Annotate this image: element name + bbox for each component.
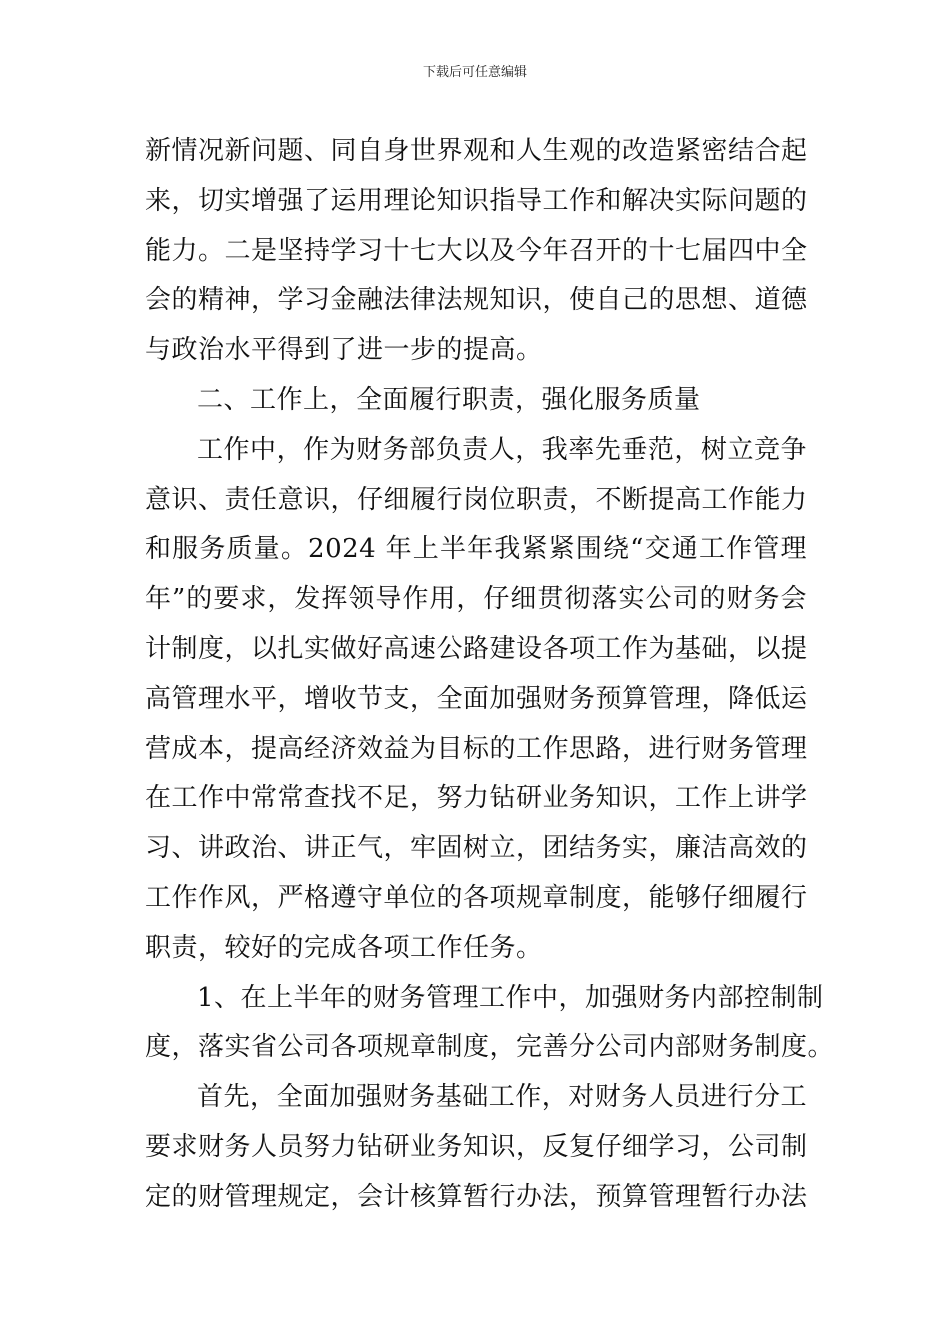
text-line: 度，落实省公司各项规章制度，完善分公司内部财务制度。 xyxy=(145,1032,835,1063)
text-line: 来，切实增强了运用理论知识指导工作和解决实际问题的 xyxy=(145,185,808,216)
text-line: 要求财务人员努力钻研业务知识，反复仔细学习，公司制 xyxy=(145,1131,808,1162)
text-line: 定的财管理规定，会计核算暂行办法，预算管理暂行办法 xyxy=(145,1181,808,1212)
document-body xyxy=(145,127,835,1223)
text-line: 1、在上半年的财务管理工作中，加强财务内部控制制 xyxy=(197,982,824,1013)
text-line: 首先，全面加强财务基础工作，对财务人员进行分工 xyxy=(197,1082,807,1113)
section-heading: 二、工作上，全面履行职责，强化服务质量 xyxy=(197,384,701,415)
text-line: 能力。二是坚持学习十七大以及今年召开的十七届四中全 xyxy=(145,235,808,266)
text-line: 在工作中常常查找不足，努力钻研业务知识，工作上讲学 xyxy=(145,783,808,814)
text-line: 高管理水平，增收节支，全面加强财务预算管理，降低运 xyxy=(145,683,808,714)
text-line: 与政治水平得到了进一步的提高。 xyxy=(145,335,543,366)
page-header: 下载后可任意编辑 xyxy=(422,65,527,80)
text-line: 习、讲政治、讲正气，牢固树立，团结务实，廉洁高效的 xyxy=(145,833,808,864)
text-line: 工作作风，严格遵守单位的各项规章制度，能够仔细履行 xyxy=(145,882,808,913)
text-line: 职责，较好的完成各项工作任务。 xyxy=(145,932,543,963)
text-line: 新情况新问题、同自身世界观和人生观的改造紧密结合起 xyxy=(145,136,808,166)
text-line: 营成本，提高经济效益为目标的工作思路，进行财务管理 xyxy=(145,733,808,764)
text-line: 工作中，作为财务部负责人，我率先垂范，树立竞争 xyxy=(197,434,807,465)
text-line: 计制度，以扎实做好高速公路建设各项工作为基础，以提 xyxy=(145,633,808,664)
text-line: 会的精神，学习金融法律法规知识，使自己的思想、道德 xyxy=(145,285,808,316)
text-line: 年”的要求，发挥领导作用，仔细贯彻落实公司的财务会 xyxy=(145,584,807,615)
text-line: 和服务质量。2024 年上半年我紧紧围绕“交通工作管理 xyxy=(145,534,807,565)
text-line: 意识、责任意识，仔细履行岗位职责，不断提高工作能力 xyxy=(145,484,808,515)
